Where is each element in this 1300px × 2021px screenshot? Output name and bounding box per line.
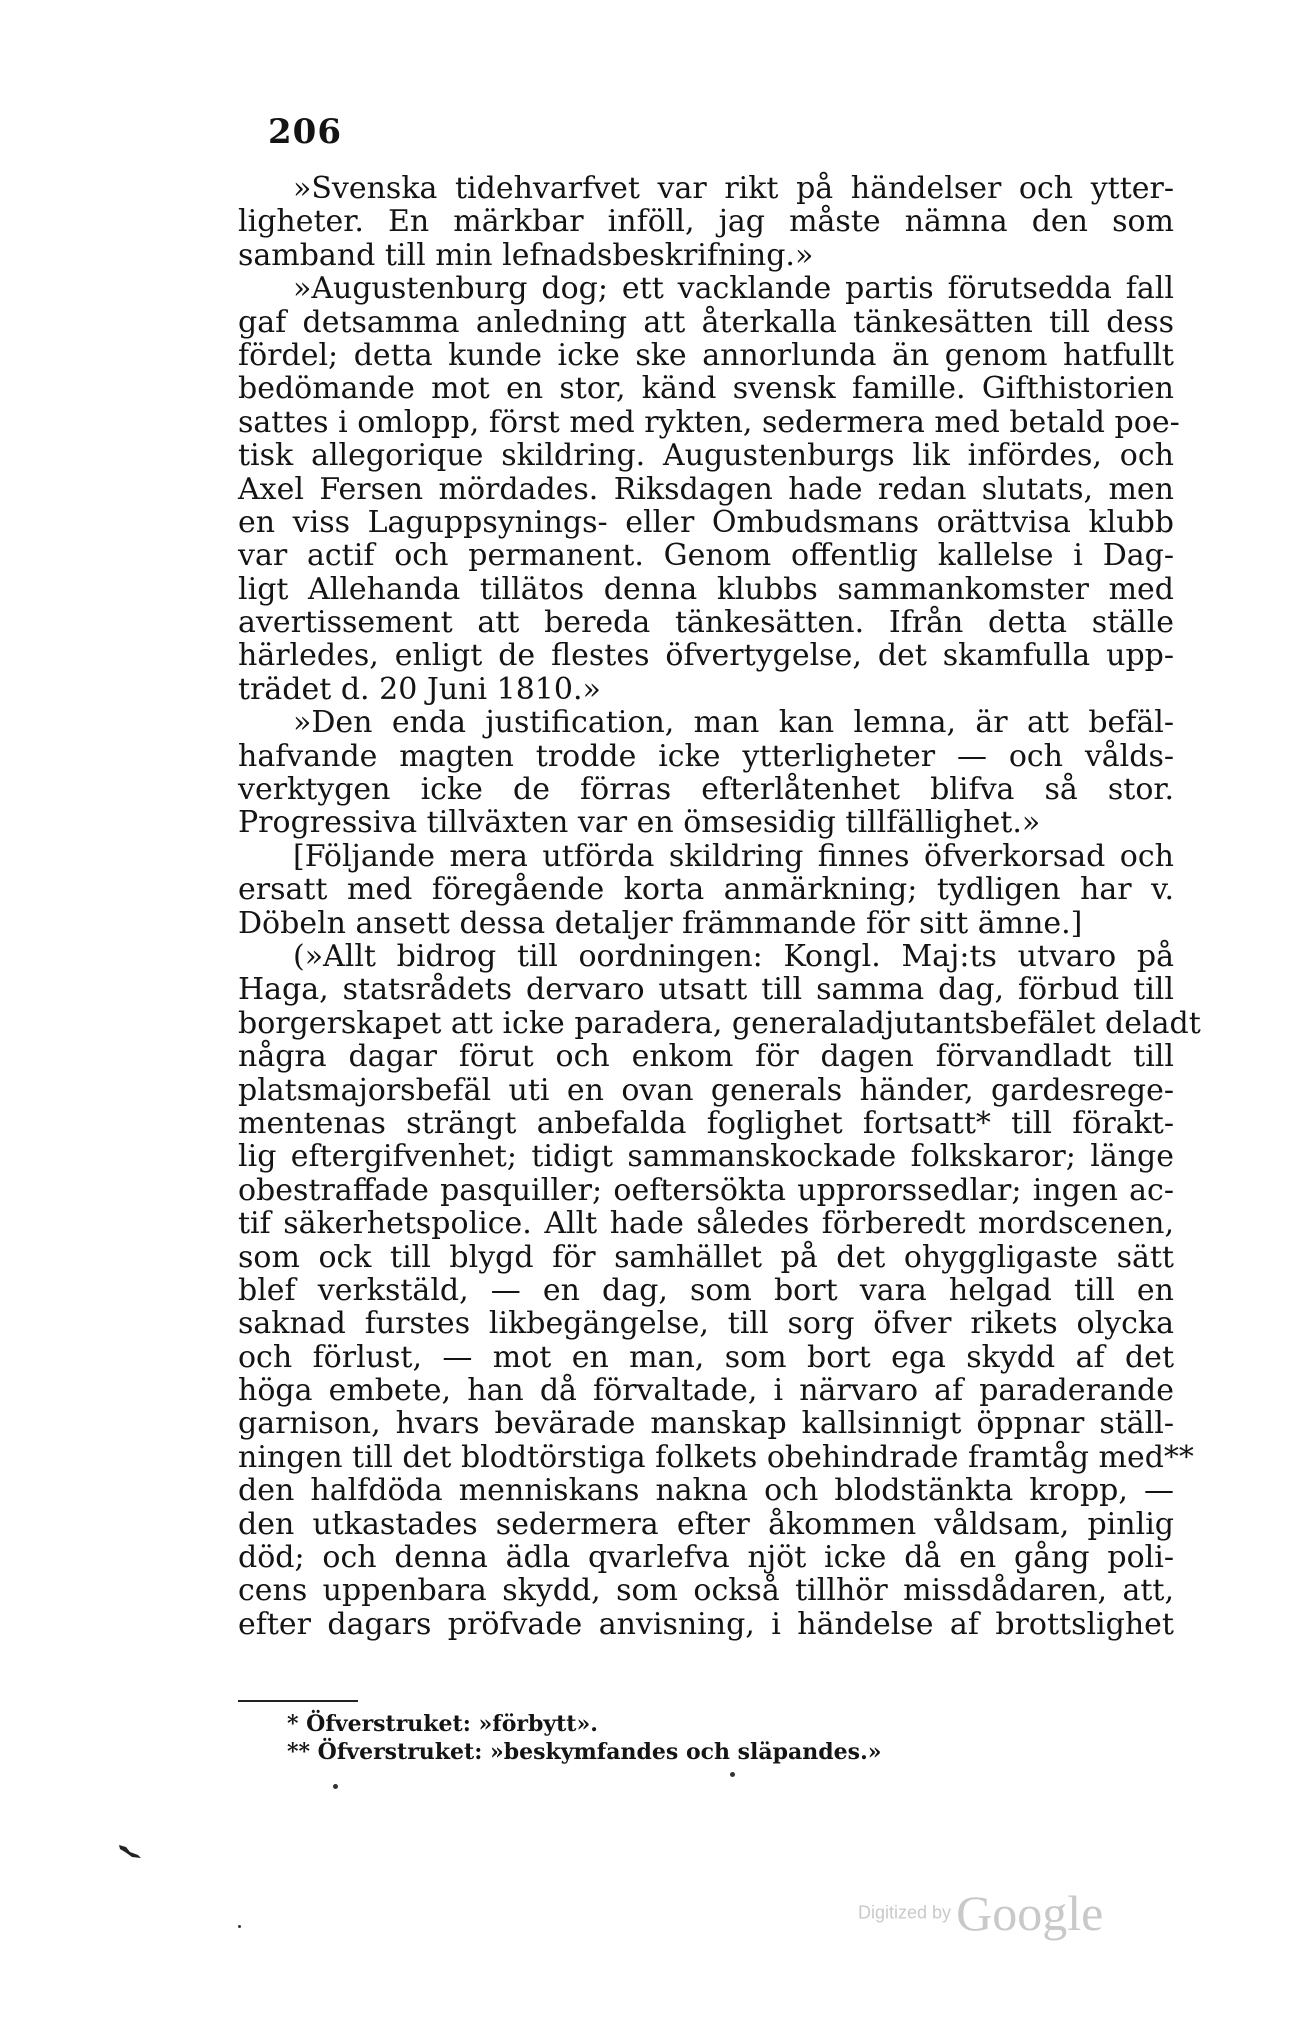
text-line: bedömande mot en stor, känd svensk famille. Gifthistorien [238, 371, 1174, 407]
text-line: Axel Fersen mördades. Riksdagen hade redan slutats, men [238, 471, 1174, 507]
text-line: ersatt med föregående korta anmärkning; tydligen har v. [238, 872, 1174, 908]
text-line: verktygen icke de förras efterlåtenhet blifva så stor. [238, 772, 1174, 808]
text-line: borgerskapet att icke paradera, generaladjutantsbefälet deladt [238, 1005, 1201, 1041]
text-line: platsmajorsbefäl uti en ovan generals händer, gardesrege- [238, 1072, 1174, 1108]
text-line: höga embete, han då förvaltade, i närvaro af paraderande [238, 1373, 1174, 1409]
text-line: och förlust, — mot en man, som bort ega skydd af det [238, 1339, 1174, 1375]
text-line: fördel; detta kunde icke ske annorlunda än genom hatfullt [238, 337, 1174, 373]
text-line: mentenas strängt anbefalda foglighet fortsatt* till förakt- [238, 1105, 1174, 1141]
text-line: ningen till det blodtörstiga folkets obehindrade framtåg med** [238, 1439, 1194, 1475]
text-line: obestraffade pasquiller; oeftersökta upprorssedlar; ingen ac- [238, 1172, 1174, 1208]
text-line: cens uppenbara skydd, som också tillhör missdådaren, att, [238, 1573, 1174, 1609]
text-line: »Augustenburg dog; ett vacklande partis förutsedda fall [293, 271, 1174, 307]
text-line: några dagar förut och enkom för dagen förvandladt till [238, 1039, 1174, 1075]
scan-artifact-icon [118, 1843, 142, 1859]
footnotes [287, 1710, 987, 1766]
text-line: lig eftergifvenhet; tidigt sammanskockade folkskaror; länge [238, 1139, 1174, 1175]
text-line: Progressiva tillväxten var en ömsesidig tillfällighet.» [238, 805, 1041, 841]
text-line: tisk allegorique skildring. Augustenburgs lik infördes, och [238, 438, 1174, 474]
footnote-divider [238, 1700, 358, 1702]
text-line: gaf detsamma anledning att återkalla tänkesätten till dess [238, 304, 1174, 340]
text-line: efter dagars pröfvade anvisning, i händelse af brottslighet [238, 1606, 1174, 1642]
text-line: härledes, enligt de flestes öfvertygelse, det skamfulla upp- [238, 638, 1174, 674]
text-line: död; och denna ädla qvarlefva njöt icke då en gång poli- [238, 1540, 1174, 1576]
watermark-prefix: Digitized by [858, 1902, 952, 1923]
body-text [238, 171, 1201, 1642]
text-line: den halfdöda menniskans nakna och blodstänkta kropp, — [238, 1473, 1174, 1509]
text-line: blef verkstäld, — en dag, som bort vara helgad till en [238, 1272, 1174, 1308]
text-line: saknad furstes likbegängelse, till sorg öfver rikets olycka [238, 1306, 1174, 1342]
footnote: ** Öfverstruket: »beskymfandes och släpandes.» [287, 1739, 882, 1765]
text-line: ligt Allehanda tillätos denna klubbs sammankomster med [238, 571, 1174, 607]
text-line: den utkastades sedermera efter åkommen våldsam, pinlig [238, 1506, 1174, 1542]
text-line: garnison, hvars bevärade manskap kallsinnigt öppnar ställ- [238, 1406, 1174, 1442]
text-line: [Följande mera utförda skildring finnes öfverkorsad och [293, 838, 1174, 874]
text-line: hafvande magten trodde icke ytterligheter — och vålds- [238, 738, 1174, 774]
text-line: (»Allt bidrog till oordningen: Kongl. Maj:ts utvaro på [293, 938, 1174, 974]
text-line: trädet d. 20 Juni 1810.» [238, 671, 601, 707]
text-line: som ock till blygd för samhället på det ohyggligaste sätt [238, 1239, 1174, 1275]
scan-speck [333, 1784, 338, 1789]
text-line: ligheter. En märkbar inföll, jag måste nämna den som [238, 204, 1174, 240]
footnote: * Öfverstruket: »förbytt». [287, 1711, 598, 1737]
text-line: en viss Laguppsynings- eller Ombudsmans orättvisa klubb [238, 504, 1174, 540]
text-line: »Den enda justification, man kan lemna, är att befäl- [293, 705, 1174, 741]
text-line: »Svenska tidehvarfvet var rikt på händelser och ytter- [293, 171, 1174, 206]
text-line: Haga, statsrådets dervaro utsatt till samma dag, förbud till [238, 972, 1174, 1008]
scan-speck [238, 1925, 241, 1928]
watermark-brand: Google [956, 1885, 1104, 1941]
text-line: Döbeln ansett dessa detaljer främmande för sitt ämne.] [238, 905, 1083, 941]
digitized-watermark [858, 1884, 1103, 1942]
page-number: 206 [268, 112, 342, 152]
text-line: samband till min lefnadsbeskrifning.» [238, 237, 814, 273]
scan-speck [730, 1772, 735, 1777]
text-line: sattes i omlopp, först med rykten, sedermera med betald poe- [238, 404, 1180, 440]
text-line: var actif och permanent. Genom offentlig kallelse i Dag- [238, 538, 1174, 574]
text-line: tif säkerhetspolice. Allt hade således förberedt mordscenen, [238, 1206, 1174, 1242]
text-line: avertissement att bereda tänkesätten. Ifrån detta ställe [238, 605, 1174, 641]
